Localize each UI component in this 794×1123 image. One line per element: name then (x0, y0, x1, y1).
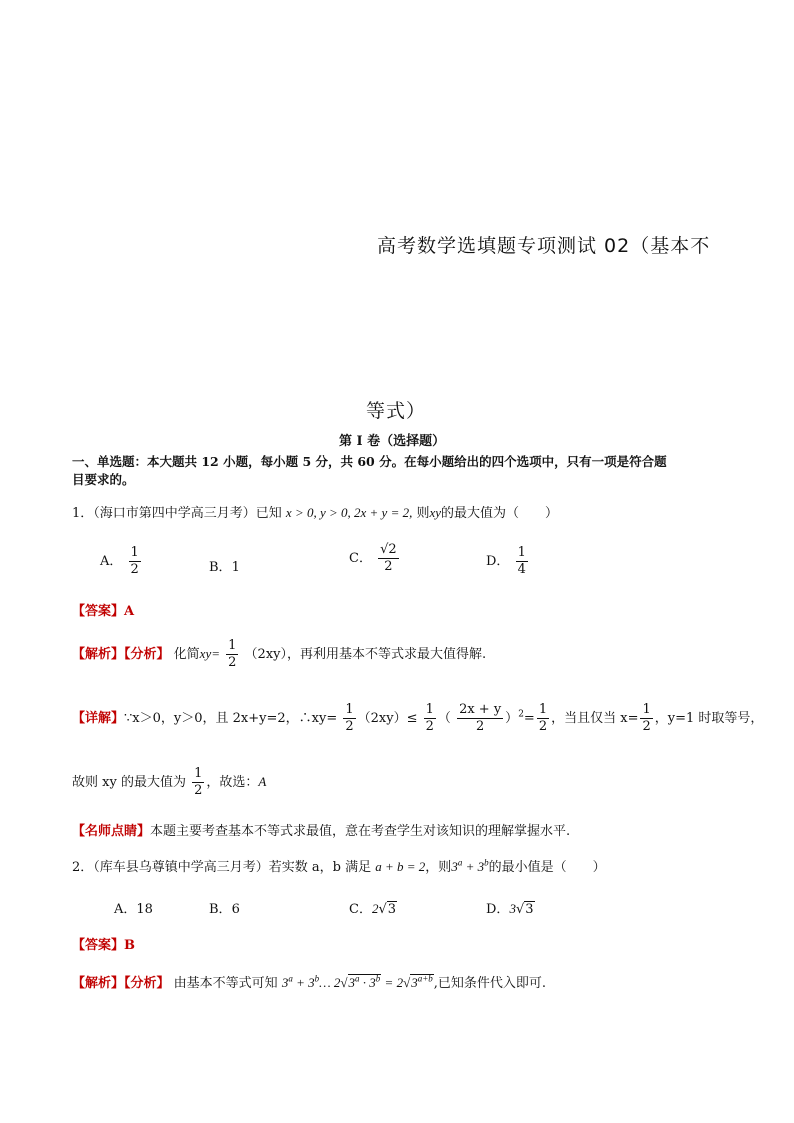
question-1-var: xy (429, 505, 442, 520)
instructions-line-2: 目要求的。 (72, 472, 135, 487)
detail-tag: 【详解】 (72, 711, 125, 726)
q1-option-c (349, 542, 401, 575)
question-1-condition: x > 0, y > 0, 2x + y = 2, (285, 505, 413, 520)
answer-tag: 【答案】 (72, 604, 125, 619)
q2-analysis (72, 972, 546, 991)
q1-option-d (486, 545, 530, 578)
option-label: B． (209, 560, 232, 575)
option-value: 1 (231, 560, 240, 575)
detail-part: ，当且仅当 x= (551, 711, 639, 726)
frac-num: 2x + y (459, 702, 502, 717)
detail-part: （ (437, 711, 451, 726)
q2-option-b (209, 898, 240, 917)
frac-den: 2 (475, 719, 485, 734)
option-label: A． (100, 554, 123, 569)
analysis-tag: 【解析】【分析】 (72, 647, 170, 662)
frac-num: 1 (517, 545, 526, 560)
frac-den: 2 (228, 655, 237, 670)
detail-part: （2xy）≤ (357, 711, 418, 726)
question-2-prefix: 2．（库车县乌尊镇中学高三月考）若实数 a，b 满足 (72, 860, 372, 875)
answer-value: A (124, 604, 135, 619)
option-label: B． (209, 902, 232, 917)
question-1-tail-a: 则 (416, 506, 430, 521)
question-2-stem (72, 856, 606, 875)
q1-detail (72, 702, 763, 735)
question-2-tail-a: ，则 (425, 860, 452, 875)
sqrt-coef: 3 (509, 901, 516, 916)
frac-num: √2 (380, 542, 397, 557)
option-label: D． (486, 902, 510, 917)
option-value: 6 (231, 902, 240, 917)
q1-comment (72, 820, 570, 839)
frac-num: 1 (194, 766, 203, 781)
frac-den: 2 (345, 719, 354, 734)
frac-den: 4 (517, 562, 526, 577)
analysis-tag: 【解析】【分析】 (72, 976, 170, 991)
detail-part: ，y=1 时取等号， (654, 711, 764, 726)
comment-tag: 【名师点睛】 (72, 824, 151, 839)
sqrt-radicand: 3 (525, 902, 534, 917)
analysis-post: ,已知条件代入即可. (433, 976, 547, 991)
frac-num: 1 (345, 702, 354, 717)
question-2-condition: a + b = 2 (375, 859, 426, 874)
q1-answer (72, 600, 134, 619)
frac-den: 2 (384, 559, 393, 574)
option-label: A． (114, 902, 137, 917)
frac-num: 1 (228, 638, 237, 653)
analysis-post: ，再利用基本不等式求最大值得解. (287, 647, 487, 662)
detail-part: ∵x＞0，y＞0，且 2x+y=2，∴xy= (124, 711, 338, 726)
frac-num: 1 (538, 702, 548, 717)
option-value: 18 (136, 902, 153, 917)
question-2-expr: $3^a + 3^b$ (451, 857, 489, 874)
frac-num: 1 (642, 702, 651, 717)
option-label: D． (486, 554, 510, 569)
q2-option-c: C．2√3 (349, 901, 397, 917)
conclusion-answer: A (258, 774, 267, 789)
answer-tag: 【答案】 (72, 938, 125, 953)
analysis-formula: $3^a$ + $3^b\dots$ $2√3^a \cdot 3^b = 2√3^{a+b}$ (281, 973, 433, 990)
q1-conclusion (72, 766, 266, 799)
detail-part: ） (505, 711, 519, 726)
question-1-prefix: 1．（海口市第四中学高三月考）已知 (72, 506, 282, 521)
q1-option-a (100, 545, 143, 578)
detail-part: = (523, 711, 535, 726)
frac-den: 2 (194, 783, 203, 798)
conclusion-post: ，故选： (206, 775, 259, 790)
analysis-pre: 化简 (173, 647, 200, 662)
frac-num: 1 (425, 702, 434, 717)
analysis-expr: xy= (199, 646, 220, 661)
question-2-tail-b: 的最小值是（ ） (488, 860, 606, 875)
q2-option-d: D．3√3 (486, 901, 534, 917)
sqrt-radicand: 3 (387, 902, 397, 917)
sqrt-coef: 2 (371, 901, 379, 916)
instructions-line-1: 一、单选题：本大题共 12 小题，每小题 5 分，共 60 分。在每小题给出的四个选项中，只有一项是符合题 (72, 454, 667, 469)
document-title-line-2: 等式） (366, 400, 427, 422)
document-title-line-1: 高考数学选填题专项测试 02（基本不 (377, 235, 711, 257)
option-label: C． (349, 902, 372, 917)
comment-text: 本题主要考查基本不等式求最值，意在考查学生对该知识的理解掌握水平. (150, 824, 571, 839)
frac-den: 2 (425, 719, 434, 734)
frac-den: 2 (642, 719, 651, 734)
answer-value: B (124, 938, 136, 953)
frac-den: 2 (538, 719, 548, 734)
q2-answer (72, 934, 135, 953)
superscript: 2 (518, 709, 524, 720)
analysis-pre: 由基本不等式可知 (173, 976, 278, 991)
frac-num: 1 (130, 545, 139, 560)
option-label: C． (349, 551, 372, 566)
frac-den: 2 (130, 562, 139, 577)
analysis-paren: （2xy） (244, 647, 287, 662)
question-1-stem (72, 502, 558, 521)
q1-option-b (209, 556, 240, 575)
conclusion-pre: 故则 xy 的最大值为 (72, 775, 186, 790)
section-heading: 第 I 卷（选择题） (339, 434, 446, 449)
q2-option-a (114, 898, 153, 917)
question-1-tail-b: 的最大值为（ ） (441, 506, 559, 521)
q1-analysis (72, 638, 486, 671)
